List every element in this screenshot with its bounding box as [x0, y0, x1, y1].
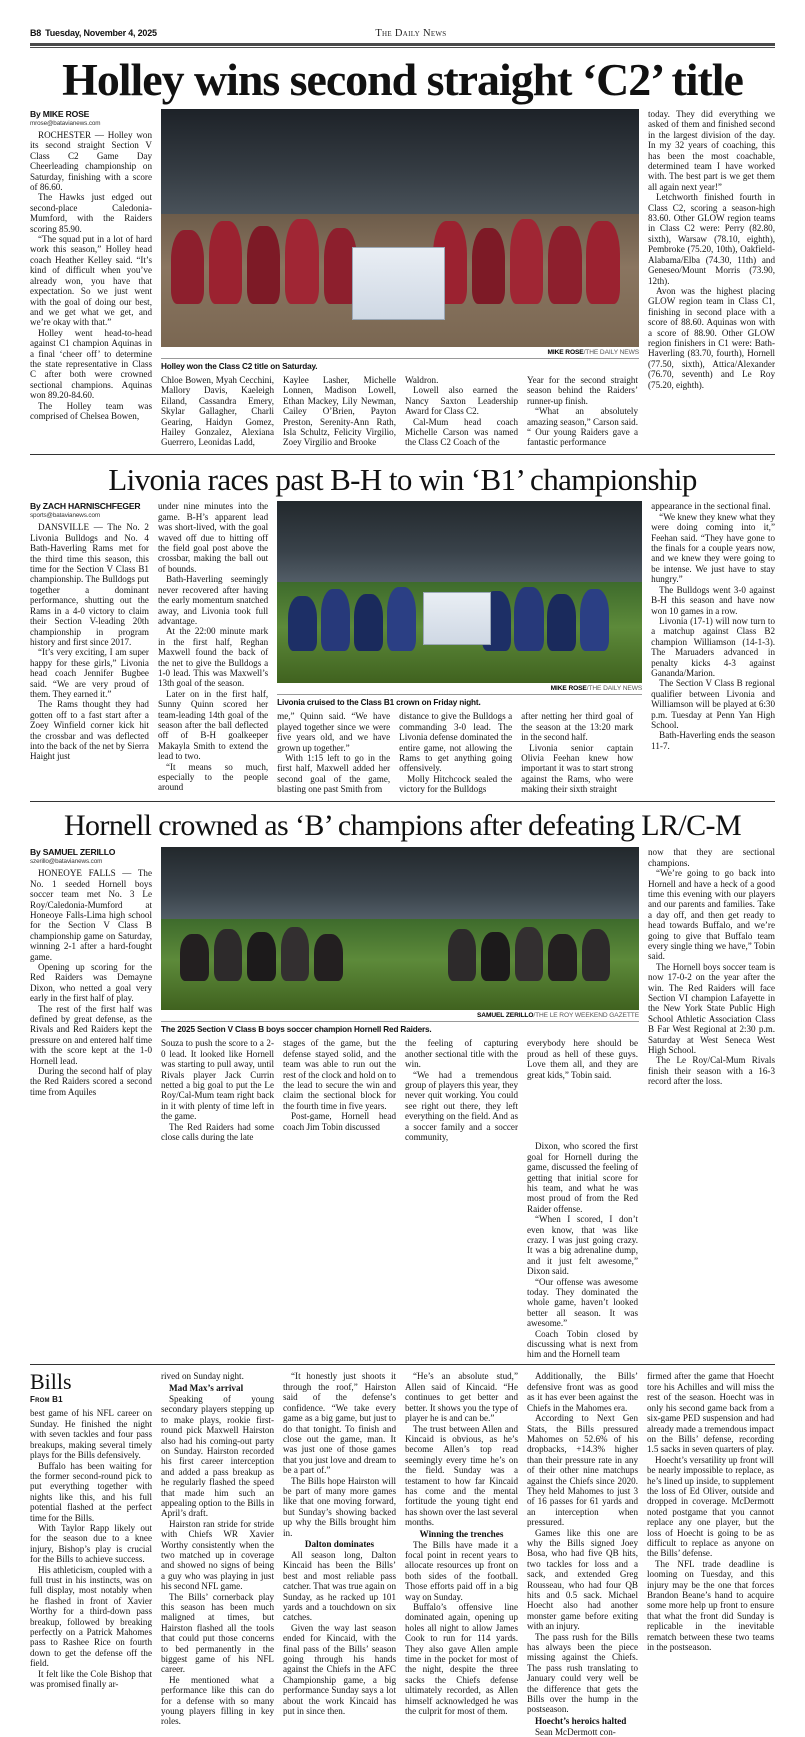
article-3-headline: Hornell crowned as ‘B’ champions after defeating LR/C-M — [63, 809, 742, 843]
jump-col-5 — [527, 1371, 638, 1737]
paragraph: Later on in the first half, Sunny Quinn scored her team-leading 14th goal of the season after the ball deflected off of B-H goalkeeper Makayla Smith to extend the lead to two. — [157, 688, 269, 762]
paragraph: ROCHESTER — Holley won its second straight Section V Class C2 Game Day Cheerleading championship on Saturday, finishing with a score of 86.60. — [30, 130, 152, 193]
credit-publication: /THE DAILY NEWS — [583, 349, 639, 356]
paragraph: “Our offense was awesome today. They dominated the whole game, haven’t looked better all season. It was awesome.” — [527, 1276, 638, 1329]
page-masthead — [30, 28, 775, 42]
paragraph: Buffalo has been waiting for the former second-round pick to put everything together with nights like this, and his full potential flashed at the perfect time for the Bills. — [30, 1460, 152, 1523]
paragraph: Sean McDermott con- — [535, 1726, 616, 1737]
article-2-photo-credit — [277, 685, 642, 692]
article-3-col-5-top — [527, 1038, 638, 1142]
paragraph: Dixon, who scored the first goal for Hornell during the game, discussed the feeling of getting that initial score for his team, and what he was most proud of from the Red Raider offense. — [527, 1141, 638, 1214]
paragraph: Year for the second straight season behind the Raiders’ runner-up finish. — [527, 375, 638, 406]
article-3-center-block — [161, 847, 639, 1142]
paragraph: The Bulldogs went 3-0 against B-H this season and have now won 10 games in a row. — [651, 584, 775, 616]
article-2-col-2 — [158, 501, 268, 794]
paragraph: HONEOYE FALLS — The No. 1 seeded Hornell boys soccer team met No. 3 Le Roy/Caledonia-Mumford at Honeoye Falls-Lima high school for the Section V Class B championship game on Saturday, winning 2-1 after a hard-fought game. — [30, 868, 152, 962]
paragraph: “It means so much, especially to the people around — [157, 761, 269, 793]
article-3-caption: The 2025 Section V Class B boys soccer champion Hornell Red Raiders. — [161, 1021, 639, 1034]
paragraph: Livonia (17-1) will now turn to a matchup against Class B2 champion Williamson (14-1-3). The Maruaders advanced in penalty kicks 4-3 against Gananda/Marion. — [651, 615, 775, 678]
article-2-col-5 — [521, 711, 633, 794]
paragraph: During the second half of play the Red Raiders scored a second time from Aquiles — [30, 1066, 152, 1097]
jump-col-6 — [647, 1371, 774, 1737]
paragraph: stages of the game, but the defense stayed solid, and the team was able to run out the rest of the clock and hold on to the lead to secure the win and claim the sectional block for the fourth time in five years. — [283, 1038, 396, 1111]
paragraph: “When I scored, I don’t even know, that was like crazy. I was just going crazy. It was a big adrenaline dump, and it just felt awesome,” Dixon said. — [527, 1214, 638, 1277]
paragraph: “He’s an absolute stud,” Allen said of Kincaid. “He continues to get better and better. It shows you the type of player he is and can be.” — [405, 1371, 518, 1424]
article-1-columns — [30, 109, 775, 448]
paragraph: The Bills hope Hairston will be part of many more games like that one moving forward, but Sunday’s showing backed up why the Bills brought him in. — [283, 1475, 396, 1538]
article-3-lower-columns — [161, 1038, 639, 1142]
article-3-col-3 — [283, 1038, 396, 1142]
paragraph: Bath-Haverling seemingly never recovered after having the early momentum snatched away, and Livonia took full advantage. — [157, 574, 269, 626]
article-2-col-3 — [277, 711, 390, 794]
article-1-lower-columns — [161, 375, 639, 448]
paragraph: The trust between Allen and Kincaid is obvious, as he’s become Allen’s top read seemingly every time he’s on the field. Sunday was a testament to how far Kincaid has come and the mental fortitude the young tight end has shown over the last several months. — [405, 1423, 518, 1528]
paragraph: today. They did everything we asked of them and finished second in the largest division of the day. In my 32 years of coaching, this has been the most coachable, determined team I have worked with. The best part is we get them all again next year!” — [648, 109, 775, 192]
paragraph: Opening up scoring for the Red Raiders was Demayne Dixon, who netted a goal very early in the first half of play. — [30, 961, 152, 1004]
paragraph: “It’s very exciting, I am super happy for these girls,” Livonia head coach Jennifer Bugbee said. “We are very proud of them. They earned it.” — [30, 647, 149, 699]
jump-subhead-hoecht: Hoecht’s heroics halted — [535, 1715, 627, 1726]
credit-publication: /THE LE ROY WEEKEND GAZETTE — [533, 1012, 639, 1020]
article-1-col-1 — [30, 109, 152, 448]
paragraph: rived on Sunday night. — [161, 1371, 244, 1382]
jump-top-rule — [30, 1364, 775, 1366]
jump-col-4 — [405, 1371, 518, 1737]
paragraph: now that they are sectional champions. — [648, 847, 775, 868]
paragraph: me,” Quinn said. “We have played together since we were five years old, and we have grown up together.” — [277, 711, 391, 753]
article-1-col-2 — [161, 375, 274, 448]
jump-title: Bills — [30, 1369, 72, 1395]
credit-publication: /THE DAILY NEWS — [586, 685, 643, 693]
article-2-lower-columns — [277, 711, 642, 794]
masthead-rule-thick — [30, 43, 775, 46]
paragraph: distance to give the Bulldogs a commanding 3-0 lead. The Livonia defense dominated the entire game, not allowing the Rams to get anything going offensively. — [399, 711, 513, 774]
paragraph: Chloe Bowen, Myah Cecchini, Mallory Davis, Kaeleigh Eiland, Cassandra Emery, Skylar Gallagher, Charli Gearing, Haidyn Gomez, Hailey Gonzalez, Alexiana Guerrero, Leonidas Ladd, — [161, 375, 274, 448]
paragraph: Speaking of young secondary players stepping up to make plays, rookie first-round pick Maxwell Hairston also had his coming-out party on Sunday. Hairston recorded his first career interception and added a pass breakup as he regularly flashed the speed that made him such an appealing option to the Bills in April’s draft. — [161, 1393, 274, 1519]
jump-col-2 — [161, 1371, 274, 1737]
paragraph: under nine minutes into the game. B-H’s apparent lead was short-lived, with the goal waved off due to hitting off the field goal post above the crossbar, making the ball out of bounds. — [157, 501, 269, 574]
article-3-col-5-rest — [527, 1141, 638, 1360]
paragraph: The Hornell boys soccer team is now 17-0-2 on the year after the win. The Red Raiders will face Section VI champion Lafayette in the New York State Public High School Athletic Association Class B Far West Regional at 2:30 p.m. Saturday at West Seneca West High School. — [648, 961, 775, 1055]
credit-photographer: SAMUEL ZERILLO — [477, 1012, 534, 1020]
paragraph: “We’re going to go back into Hornell and have a heck of a good time this evening with our players and our parents and families. Take a day off, and then get ready to head towards Buffalo, and we’re going to give that Buffalo team every single thing we have,” Tobin said. — [648, 868, 775, 962]
paragraph: “We knew they knew what they were doing coming into it,” Feehan said. “They have gone to the finals for a couple years now, and we knew they were going to be intense. We just have to stay hungry.” — [651, 511, 775, 585]
paragraph: Given the way last season ended for Kincaid, with the final pass of the Bills’ season going through his hands against the Chiefs in the AFC Championship game, a big performance Sunday says a lot about the work Kincaid has put in since then. — [283, 1622, 396, 1717]
paragraph: Post-game, Hornell head coach Jim Tobin discussed — [283, 1111, 396, 1132]
article-1-byline: By MIKE ROSE — [30, 109, 90, 119]
article-1-photo-credit — [161, 349, 639, 356]
folio-date: Tuesday, November 4, 2025 — [45, 28, 157, 38]
jump-subhead-trenches: Winning the trenches — [419, 1528, 504, 1539]
paragraph: the feeling of capturing another sectional title with the win. — [405, 1038, 518, 1070]
article-1-col-3 — [283, 375, 396, 448]
paragraph: The NFL trade deadline is looming on Tuesday, and this injury may be the one that forces Brandon Beane’s hand to acquire some more help up front to ensure that what the front did Sunday is replicable in the inevitable rematch between these two teams in the postseason. — [647, 1558, 774, 1653]
article-2-email: sports@batavianews.com — [30, 512, 100, 520]
paragraph: everybody here should be proud as hell of these guys. Love them all, and they are great kids,” Tobin said. — [527, 1038, 638, 1080]
article-3-col-1 — [30, 847, 152, 1142]
article-3-col-4 — [405, 1038, 518, 1142]
paragraph: Holley went head-to-head against C1 champion Aquinas in a final ‘cheer off’ to determine the state representative in Class C after both were crowned sectional champions. Aquinas won 89.20-84.60. — [30, 327, 152, 401]
paragraph: after netting her third goal of the season at the 13:20 mark in the second half. — [521, 711, 634, 743]
article-1-col-4 — [405, 375, 518, 448]
paragraph: “We had a tremendous group of players this year, they never quit working. You could see right out there, they left everything on the field. And as a soccer family and a soccer community, — [405, 1069, 518, 1142]
article-3-col-2 — [161, 1038, 274, 1142]
article-3-email: szerillo@batavianews.com — [30, 858, 103, 866]
article-3-byline: By SAMUEL ZERILLO — [30, 847, 116, 858]
article-3-columns — [30, 847, 775, 1142]
article-1-col-6 — [648, 109, 775, 448]
paragraph: He mentioned what a performance like this can do for a defense with so many young players filling in key roles. — [161, 1674, 274, 1727]
paragraph: The Bills’ cornerback play this season has been much maligned at times, but Hairston flashed all the tools that could put those concerns to bed permanently in the biggest game of his NFL career. — [161, 1591, 274, 1675]
paragraph: “What an absolutely amazing season,” Carson said. “ Our young Raiders gave a fantastic performance — [527, 406, 638, 448]
jump-subhead-dalton: Dalton dominates — [304, 1538, 375, 1549]
paragraph: Additionally, the Bills’ defensive front was as good as it has ever been against the Chiefs in the Mahomes era. — [527, 1371, 638, 1413]
paragraph: The pass rush for the Bills has always been the piece missing against the Chiefs. The pass rush translating to January could very well be the difference that gets the Bills over the hump in the postseason. — [527, 1631, 638, 1715]
article-2-col-4 — [399, 711, 512, 794]
jump-columns — [30, 1371, 775, 1737]
article-3-photo-credit — [161, 1012, 639, 1019]
article-2-bottom-rule — [30, 801, 775, 803]
paragraph: “The squad put in a lot of hard work this season,” Holley head coach Heather Kelley said. “It’s kind of difficult when you’ve already won, you have that expectation. So we just went with the goal of doing our best, and we get what we get, and we’re okay with that.” — [30, 234, 152, 328]
paragraph: The Rams thought they had gotten off to a fast start after a Zoey Winfield corner kick hit the crossbar and was deflected into the back of the net by Sierra Haight just — [30, 699, 149, 762]
article-2-columns — [30, 501, 775, 794]
paragraph: The Le Roy/Cal-Mum Rivals finish their season with a 16-3 record after the loss. — [648, 1055, 775, 1087]
paragraph: Coach Tobin closed by discussing what is next from him and the Hornell team — [527, 1328, 638, 1360]
paragraph: According to Next Gen Stats, the Bills pressured Mahomes on 52.6% of his dropbacks, +14.3% higher than their pressure rate in any of their other nine matchups against the Chiefs since 2020. They held Mahomes to just 3 of 16 passes for 61 yards and an interception when pressured. — [527, 1413, 638, 1528]
paragraph: DANSVILLE — The No. 2 Livonia Bulldogs and No. 4 Bath-Haverling Rams met for the third time this season, this time for the Section V Class B1 championship. The Bulldogs put together a dominant performance, shutting out the Rams in a 4-0 victory to claim their Section V-leading 20th championship in program history and first since 2017. — [30, 522, 149, 647]
article-1-bottom-rule — [30, 454, 775, 456]
article-1-center-block — [161, 109, 639, 448]
paragraph: The Bills have made it a focal point in recent years to allocate resources up front on both sides of the football. Those efforts paid off in a big way on Sunday. — [405, 1539, 518, 1602]
paragraph: Avon was the highest placing GLOW region team in Class C1, finishing in second place with a score of 88.60. Aquinas won with a score of 88.90. Other GLOW region finishers in C1 were: Bath-Haverling (83.70, fourth), Hornell (77.50, sixth), Attica/Alexander (76.70, seventh) and Le Roy (75.20, eighth). — [648, 285, 775, 390]
paragraph: Lowell also earned the Nancy Saxton Leadership Award for Class C2. — [405, 385, 518, 417]
masthead-rule-thin — [30, 47, 775, 48]
article-1-caption: Holley won the Class C2 title on Saturday. — [161, 358, 639, 371]
credit-photographer: MIKE ROSE — [547, 349, 584, 356]
paragraph: Hoecht’s versatility up front will be nearly impossible to replace, as he’s lined up inside, to supplement the loss of Ed Oliver, outside and dropped in coverage. McDermott noted postgame that you cannot replace any one player, but the loss of Hoecht is going to be as difficult to replace as anyone on the Bills’ defense. — [647, 1454, 774, 1559]
paper-name: The Daily News — [375, 28, 447, 39]
article-1-email: mrose@batavianews.com — [30, 120, 101, 127]
paragraph: With 1:15 left to go in the first half, Maxwell added her second goal of the game, blasting one past Smith from — [277, 753, 391, 795]
credit-photographer: MIKE ROSE — [550, 685, 587, 693]
paragraph: With Taylor Rapp likely out for the season due to a knee injury, Bishop’s play is crucial for the Bills to achieve success. — [30, 1522, 152, 1565]
article-3-col-6 — [648, 847, 775, 1142]
paragraph: firmed after the game that Hoecht tore his Achilles and will miss the rest of the season. Hoecht was in only his second game back from a six-game PED suspension and had already made a tremendous impact on the Bills’ defense, recording 1.5 sacks in seven quarters of play. — [647, 1371, 774, 1455]
paragraph: Hairston ran stride for stride with Chiefs WR Xavier Worthy consistently when the two matched up in coverage and showed no signs of being a guy who was playing in just his second NFL game. — [161, 1518, 274, 1592]
paragraph: Cal-Mum head coach Michelle Carson was named the Class C2 Coach of the — [405, 416, 518, 448]
paragraph: Buffalo’s offensive line dominated again, opening up holes all night to allow James Cook to run for 114 yards. They also gave Allen ample time in the pocket for most of the night, despite the three sacks the Chiefs defense ultimately recorded, as Allen himself acknowledged he was the culprit for most of them. — [405, 1602, 518, 1717]
paragraph: The Holley team was comprised of Chelsea Bowen, — [30, 400, 152, 421]
jump-from-label: From B1 — [30, 1395, 63, 1405]
paragraph: The Section V Class B regional qualifier between Livonia and Williamson will be played at 6:30 p.m. Tuesday at Penn Yan High School. — [651, 678, 775, 730]
jump-subhead-mad-max: Mad Max’s arrival — [169, 1382, 244, 1393]
article-2-headline: Livonia races past B-H to win ‘B1’ championship — [108, 462, 697, 498]
paragraph: It felt like the Cole Bishop that was promised finally ar- — [30, 1668, 152, 1690]
paragraph: appearance in the sectional final. — [651, 501, 771, 512]
article-1-photo — [161, 109, 639, 347]
paragraph: Games like this one are why the Bills signed Joey Bosa, who had five QB hits, two tackles for loss and a sack, and extended Greg Rousseau, who had four QB hits and 0.5 sack. Michael Hoecht also had another monster game before exiting with an injury. — [527, 1527, 638, 1632]
article-2-caption: Livonia cruised to the Class B1 crown on Friday night. — [277, 694, 642, 707]
article-2-col-1 — [30, 501, 149, 794]
paragraph: best game of his NFL career on Sunday. He finished the night with seven tackles and four pass breakups, making several timely plays for the Bills defensively. — [30, 1408, 152, 1461]
paragraph: Waldron. — [405, 375, 439, 385]
article-1-headline: Holley wins second straight ‘C2’ title — [62, 55, 743, 105]
paragraph: The Red Raiders had some close calls during the late — [161, 1121, 274, 1142]
paragraph: Kaylee Lasher, Michelle Lonnen, Madison Lowell, Ethan Mackey, Lily Newman, Cailey O’Brien, Payton Preston, Serenity-Ann Rath, Isla Schultz, Felicity Virgilio, Zoey Virgilio and Brooke — [283, 375, 396, 448]
jump-col-3 — [283, 1371, 396, 1737]
paragraph: “It honestly just shoots it through the roof,” Hairston said of the defense’s confidence. “We take every game as a big game, but just to do that tonight. To finish and close out the game, man. It was just one of those games that you just love and dream to be a part of.” — [283, 1371, 396, 1476]
paragraph: Letchworth finished fourth in Class C2, scoring a season-high 83.60. Other GLOW region teams in Class C2 were: Perry (82.80, sixth), Warsaw (78.10, eighth), Pembroke (75.20, 10th), Oakfield-Alabama/Elba (74.30, 11th) and Geneseo/Mount Morris (73.90, 12th). — [648, 192, 775, 286]
article-2-col-6 — [651, 501, 775, 794]
paragraph: Molly Hitchcock sealed the victory for the Bulldogs — [399, 773, 513, 795]
jump-col-1 — [30, 1371, 152, 1737]
folio-page-number: B8 — [30, 28, 42, 38]
paragraph: Bath-Haverling ends the season 11-7. — [651, 730, 775, 751]
paragraph: All season long, Dalton Kincaid has been the Bills’ best and most reliable pass catcher. That was true again on Sunday, as he racked up 101 yards and a touchdown on six catches. — [283, 1549, 396, 1623]
article-2-center-block — [277, 501, 642, 794]
article-3-col5-continued-wrap — [30, 1141, 775, 1360]
paragraph: Souza to push the score to a 2-0 lead. It looked like Hornell was starting to pull away, until Rivals player Jack Currin netted a big goal to put the Le Roy/Cal-Mum team right back in it with plenty of time left in the game. — [161, 1038, 274, 1122]
article-2-byline: By ZACH HARNISCHFEGER — [30, 501, 141, 512]
paragraph: The rest of the first half was defined by great defense, as the Rivals and Red Raiders kept the pressure on and entered half time with the score kept at the 1-0 Hornell lead. — [30, 1003, 152, 1066]
article-2-photo — [277, 501, 642, 683]
paragraph: The Hawks just edged out second-place Caledonia-Mumford, with the Raiders scoring 85.90. — [30, 192, 152, 234]
paragraph: At the 22:00 minute mark in the first half, Reghan Maxwell found the back of the net to give the Bulldogs a 1-0 lead. This was Maxwell’s 13th goal of the season. — [157, 626, 269, 689]
paragraph: His athleticism, coupled with a full trust in his instincts, was on full display, most notably when he flashed in front of Xavier Worthy for a third-down pass breakup, followed by breaking perfectly on a Patrick Mahomes pass to Rashee Rice on fourth down to get the defense off the field. — [30, 1564, 152, 1669]
article-1-col-5 — [527, 375, 638, 448]
article-3-photo — [161, 847, 639, 1010]
paragraph: Livonia senior captain Olivia Feehan knew how important it was to start strong against the Rams, who were making their sixth straight — [521, 742, 634, 795]
